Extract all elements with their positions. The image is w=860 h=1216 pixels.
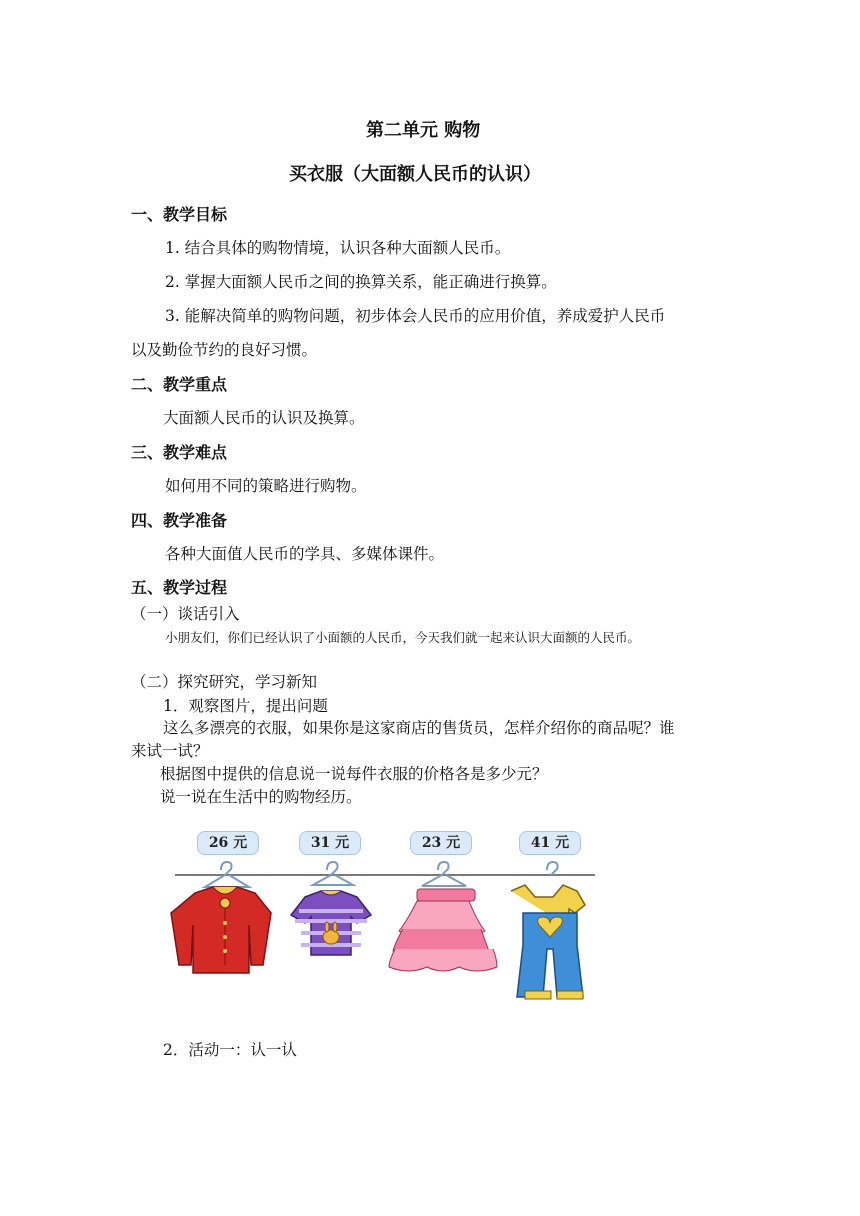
pink-skirt-icon — [389, 889, 497, 971]
page-title: 第二单元 购物 — [366, 120, 481, 141]
difficulties-text: 如何用不同的策略进行购物。 — [165, 477, 367, 495]
key-points-heading: 二、教学重点 — [131, 375, 228, 394]
part1-title: （一）谈话引入 — [131, 605, 240, 623]
price-tag-overalls: 41 元 — [519, 831, 581, 855]
goal-item-3-line1: 3. 能解决简单的购物问题，初步体会人民币的应用价值，养成爱护人民币 — [165, 307, 666, 325]
para2-text: 根据图中提供的信息说一说每件衣服的价格各是多少元？ — [160, 765, 548, 783]
clothes-figure — [155, 825, 605, 1010]
goal-item-1: 1. 结合具体的购物情境，认识各种大面额人民币。 — [165, 239, 511, 257]
para1-line1: 这么多漂亮的衣服，如果你是这家商店的售货员，怎样介绍你的商品呢？谁 — [163, 719, 675, 737]
difficulties-heading: 三、教学难点 — [131, 443, 228, 462]
price-tag-tshirt: 31 元 — [299, 831, 361, 855]
preparation-heading: 四、教学准备 — [131, 511, 228, 530]
price-tag-sweater: 26 元 — [197, 831, 259, 855]
lesson-subtitle: 买衣服（大面额人民币的认识） — [289, 164, 541, 185]
goal-item-2: 2. 掌握大面额人民币之间的换算关系，能正确进行换算。 — [165, 273, 557, 291]
process-heading: 五、教学过程 — [131, 578, 228, 597]
purple-tshirt-icon — [291, 891, 371, 955]
step2-text: 2．活动一：认一认 — [163, 1041, 297, 1059]
key-points-text: 大面额人民币的认识及换算。 — [163, 409, 365, 427]
goal-item-3-line2: 以及勤俭节约的良好习惯。 — [131, 341, 318, 359]
red-sweater-icon — [171, 887, 271, 973]
para3-text: 说一说在生活中的购物经历。 — [160, 788, 362, 806]
part1-text: 小朋友们，你们已经认识了小面额的人民币，今天我们就一起来认识大面额的人民币。 — [165, 630, 641, 645]
goals-heading: 一、教学目标 — [131, 205, 228, 224]
part2-title: （二）探究研究，学习新知 — [131, 673, 318, 691]
clothes-illustration — [155, 825, 605, 1010]
preparation-text: 各种大面值人民币的学具、多媒体课件。 — [165, 545, 445, 563]
para1-line2: 来试一试？ — [131, 742, 209, 760]
price-tag-skirt: 23 元 — [410, 831, 472, 855]
blue-overalls-icon — [511, 885, 585, 999]
step1-text: 1．观察图片，提出问题 — [163, 697, 328, 715]
